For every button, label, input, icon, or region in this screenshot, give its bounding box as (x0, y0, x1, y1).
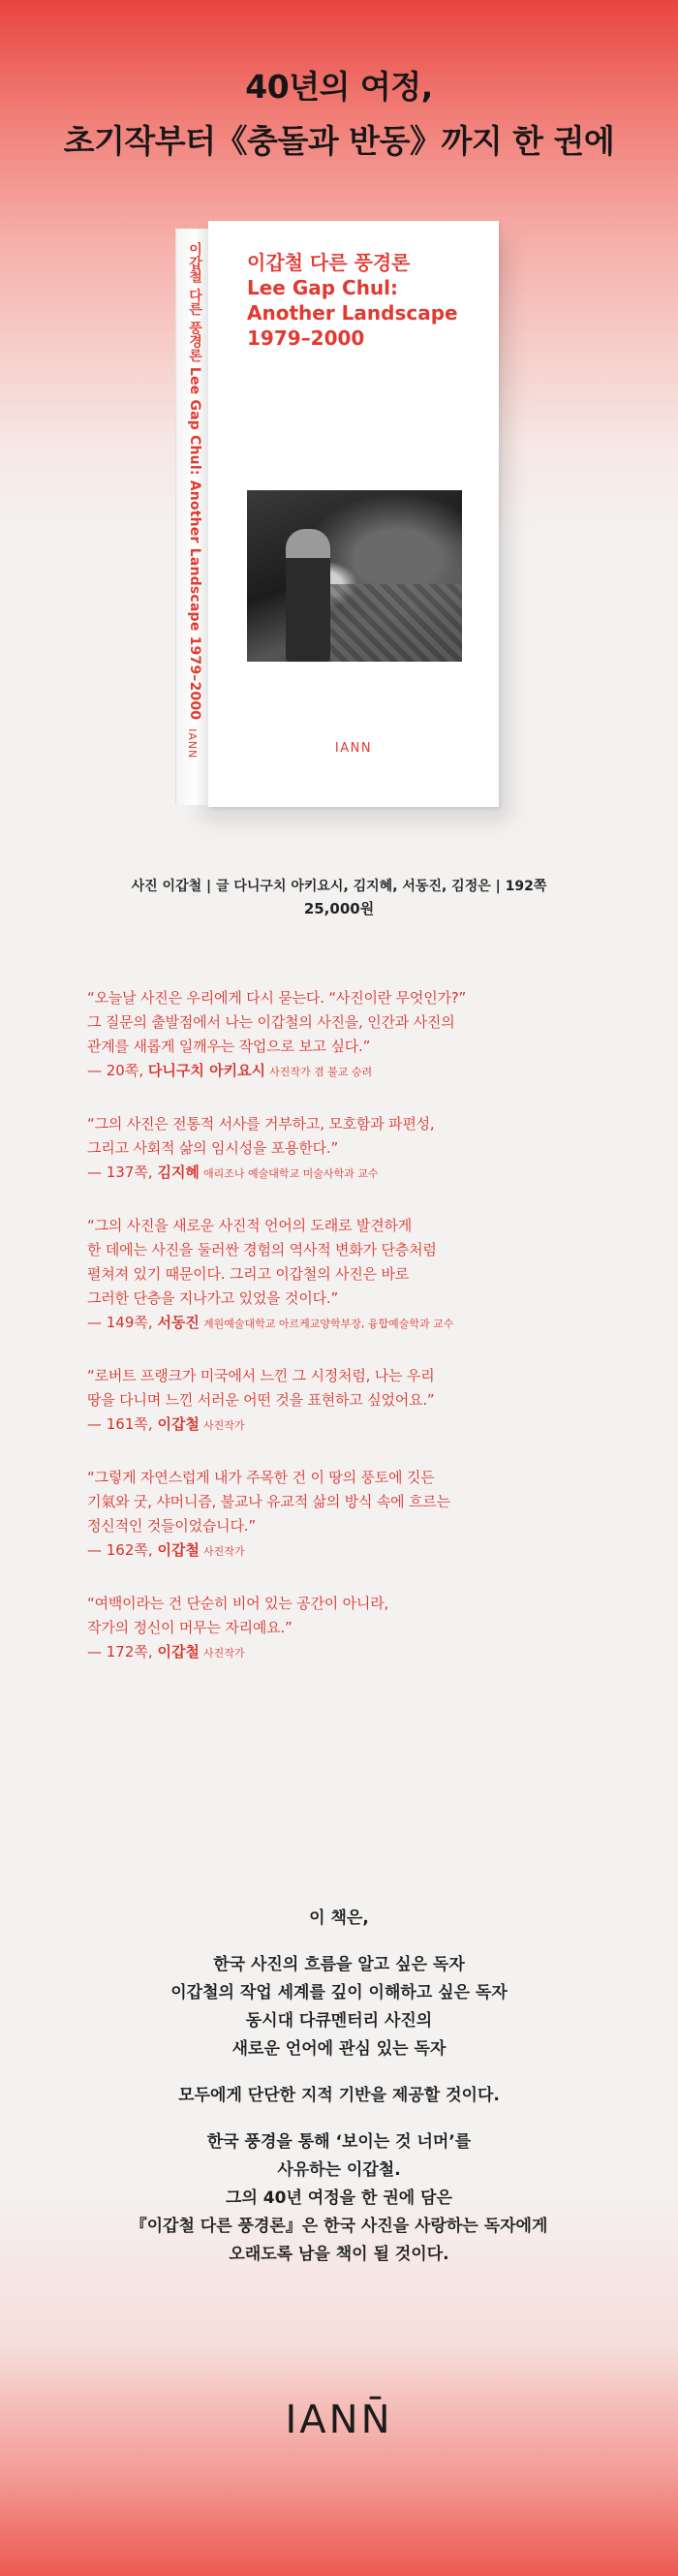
closing-section (0, 1905, 678, 2287)
quote-source (87, 1311, 630, 1336)
quote-page: — 162쪽, (87, 1541, 153, 1559)
quote-line: “그의 사진을 새로운 사진적 언어의 도래로 발견하게 (87, 1217, 413, 1234)
quote-source (87, 1059, 630, 1084)
quote-text (87, 1214, 630, 1311)
reader-line: 이갑철의 작업 세계를 깊이 이해하고 싶은 독자 (170, 1983, 508, 2002)
photo-ground (317, 584, 462, 662)
quote-block (87, 1592, 630, 1665)
quote-line: 작가의 정신이 머무는 자리예요.” (87, 1619, 293, 1636)
quote-line: “그의 사진은 전통적 서사를 거부하고, 모호함과 파편성, (87, 1115, 435, 1133)
final-line: 사유하는 이갑철. (277, 2160, 401, 2180)
quote-source (87, 1412, 630, 1438)
spine-title: 이갑철 다른 풍경론 Lee Gap Chul: Another Landscape 1979–2000 (187, 242, 202, 721)
cover-photograph (247, 490, 462, 662)
quote-text (87, 1592, 630, 1640)
quote-author: 다니구치 아키요시 (147, 1062, 266, 1079)
quote-source (87, 1640, 630, 1665)
quote-line: “오늘날 사진은 우리에게 다시 묻는다. “사진이란 무엇인가?” (87, 989, 467, 1007)
cover-publisher-logo: IANN (334, 741, 373, 756)
quote-line: 그러한 단층을 지나가고 있었을 것이다.” (87, 1289, 339, 1307)
quote-line: 땅을 다니며 느낀 서러운 어떤 것을 표현하고 싶었어요.” (87, 1391, 435, 1409)
quote-text (87, 1112, 630, 1161)
quote-author: 서동진 (157, 1314, 200, 1331)
quote-author-role: 사진작가 (202, 1419, 245, 1432)
quote-line: 그 질문의 출발점에서 나는 이갑철의 사진을, 인간과 사진의 (87, 1013, 455, 1031)
quote-line: 한 데에는 사진을 둘러싼 경험의 역사적 변화가 단층처럼 (87, 1241, 437, 1258)
cover-title-en-2: Another Landscape (247, 301, 458, 325)
quotes-section (87, 986, 630, 1693)
quote-page: — 161쪽, (87, 1415, 153, 1433)
quote-author: 이갑철 (157, 1541, 200, 1559)
closing-readers (0, 1951, 678, 2064)
reader-line: 한국 사진의 흐름을 알고 싶은 독자 (213, 1955, 465, 1974)
quote-line: “그렇게 자연스럽게 내가 주목한 건 이 땅의 풍토에 깃든 (87, 1469, 435, 1486)
quote-block (87, 1112, 630, 1186)
quote-page: — 172쪽, (87, 1643, 153, 1660)
headline-line-2: 초기작부터《충돌과 반동》까지 한 권에 (63, 122, 615, 160)
book-cover (208, 221, 499, 807)
photo-masked-figure (286, 529, 330, 662)
quote-author-role: 사진작가 겸 불교 승려 (269, 1066, 373, 1078)
quote-text (87, 986, 630, 1059)
quote-author: 이갑철 (157, 1643, 200, 1660)
quote-text (87, 1364, 630, 1412)
quote-text (87, 1466, 630, 1538)
headline (0, 60, 678, 169)
cover-title-en-1: Lee Gap Chul: (247, 276, 399, 299)
book-mockup (175, 221, 505, 817)
quote-author: 김지혜 (157, 1164, 200, 1181)
closing-intro: 이 책은, (309, 1909, 369, 1928)
quote-block (87, 1214, 630, 1336)
reader-line: 새로운 언어에 관심 있는 독자 (231, 2039, 447, 2059)
quote-page: — 137쪽, (87, 1164, 153, 1181)
final-line: 그의 40년 여정을 한 권에 담은 (226, 2188, 452, 2208)
quote-page: — 20쪽, (87, 1062, 144, 1079)
quote-block (87, 986, 630, 1084)
quote-author-role: 계원예술대학교 아르케교양학부장, 융합예술학과 교수 (202, 1318, 454, 1330)
quote-line: 정신적인 것들이었습니다.” (87, 1517, 256, 1535)
quote-block (87, 1466, 630, 1564)
quote-line: 기氣와 굿, 샤머니즘, 불교나 유교적 삶의 방식 속에 흐르는 (87, 1493, 450, 1510)
book-spine (175, 229, 208, 805)
final-line: 오래도록 남을 책이 될 것이다. (229, 2245, 449, 2264)
quote-source (87, 1161, 630, 1186)
final-line: 한국 풍경을 통해 ‘보이는 것 너머’를 (206, 2132, 472, 2152)
closing-final (0, 2128, 678, 2269)
reader-line: 동시대 다큐멘터리 사진의 (245, 2011, 433, 2031)
cover-title-years: 1979–2000 (247, 326, 365, 350)
quote-page: — 149쪽, (87, 1314, 153, 1331)
quote-author-role: 애리조나 예술대학교 미술사학과 교수 (202, 1167, 379, 1180)
quote-author: 이갑철 (157, 1415, 200, 1433)
quote-source (87, 1538, 630, 1564)
cover-title-ko: 이갑철 다른 풍경론 (247, 251, 411, 274)
quote-line: “여백이라는 건 단순히 비어 있는 공간이 아니라, (87, 1595, 389, 1612)
book-credits: 사진 이갑철 | 글 다니구치 아키요시, 김지혜, 서동진, 김정은 | 192쪽 (131, 879, 547, 894)
final-line: 『이갑철 다른 풍경론』은 한국 사진을 사랑하는 독자에게 (130, 2217, 548, 2236)
publisher-logo: IANN̄ (285, 2398, 393, 2442)
quote-line: 펼쳐져 있기 때문이다. 그리고 이갑철의 사진은 바로 (87, 1265, 410, 1283)
book-price: 25,000원 (303, 900, 375, 917)
quote-author-role: 사진작가 (202, 1647, 245, 1660)
quote-block (87, 1364, 630, 1438)
quote-line: 그리고 사회적 삶의 임시성을 포용한다.” (87, 1139, 339, 1157)
headline-line-1: 40년의 여정, (245, 68, 433, 106)
quote-line: “로버트 프랭크가 미국에서 느낀 그 시정처럼, 나는 우리 (87, 1367, 435, 1384)
quote-author-role: 사진작가 (202, 1545, 245, 1558)
closing-statement: 모두에게 단단한 지적 기반을 제공할 것이다. (178, 2086, 500, 2105)
spine-publisher-logo: IANN (186, 728, 199, 759)
book-info (0, 876, 678, 920)
quote-line: 관계를 새롭게 일깨우는 작업으로 보고 싶다.” (87, 1038, 371, 1055)
cover-title (247, 250, 458, 351)
